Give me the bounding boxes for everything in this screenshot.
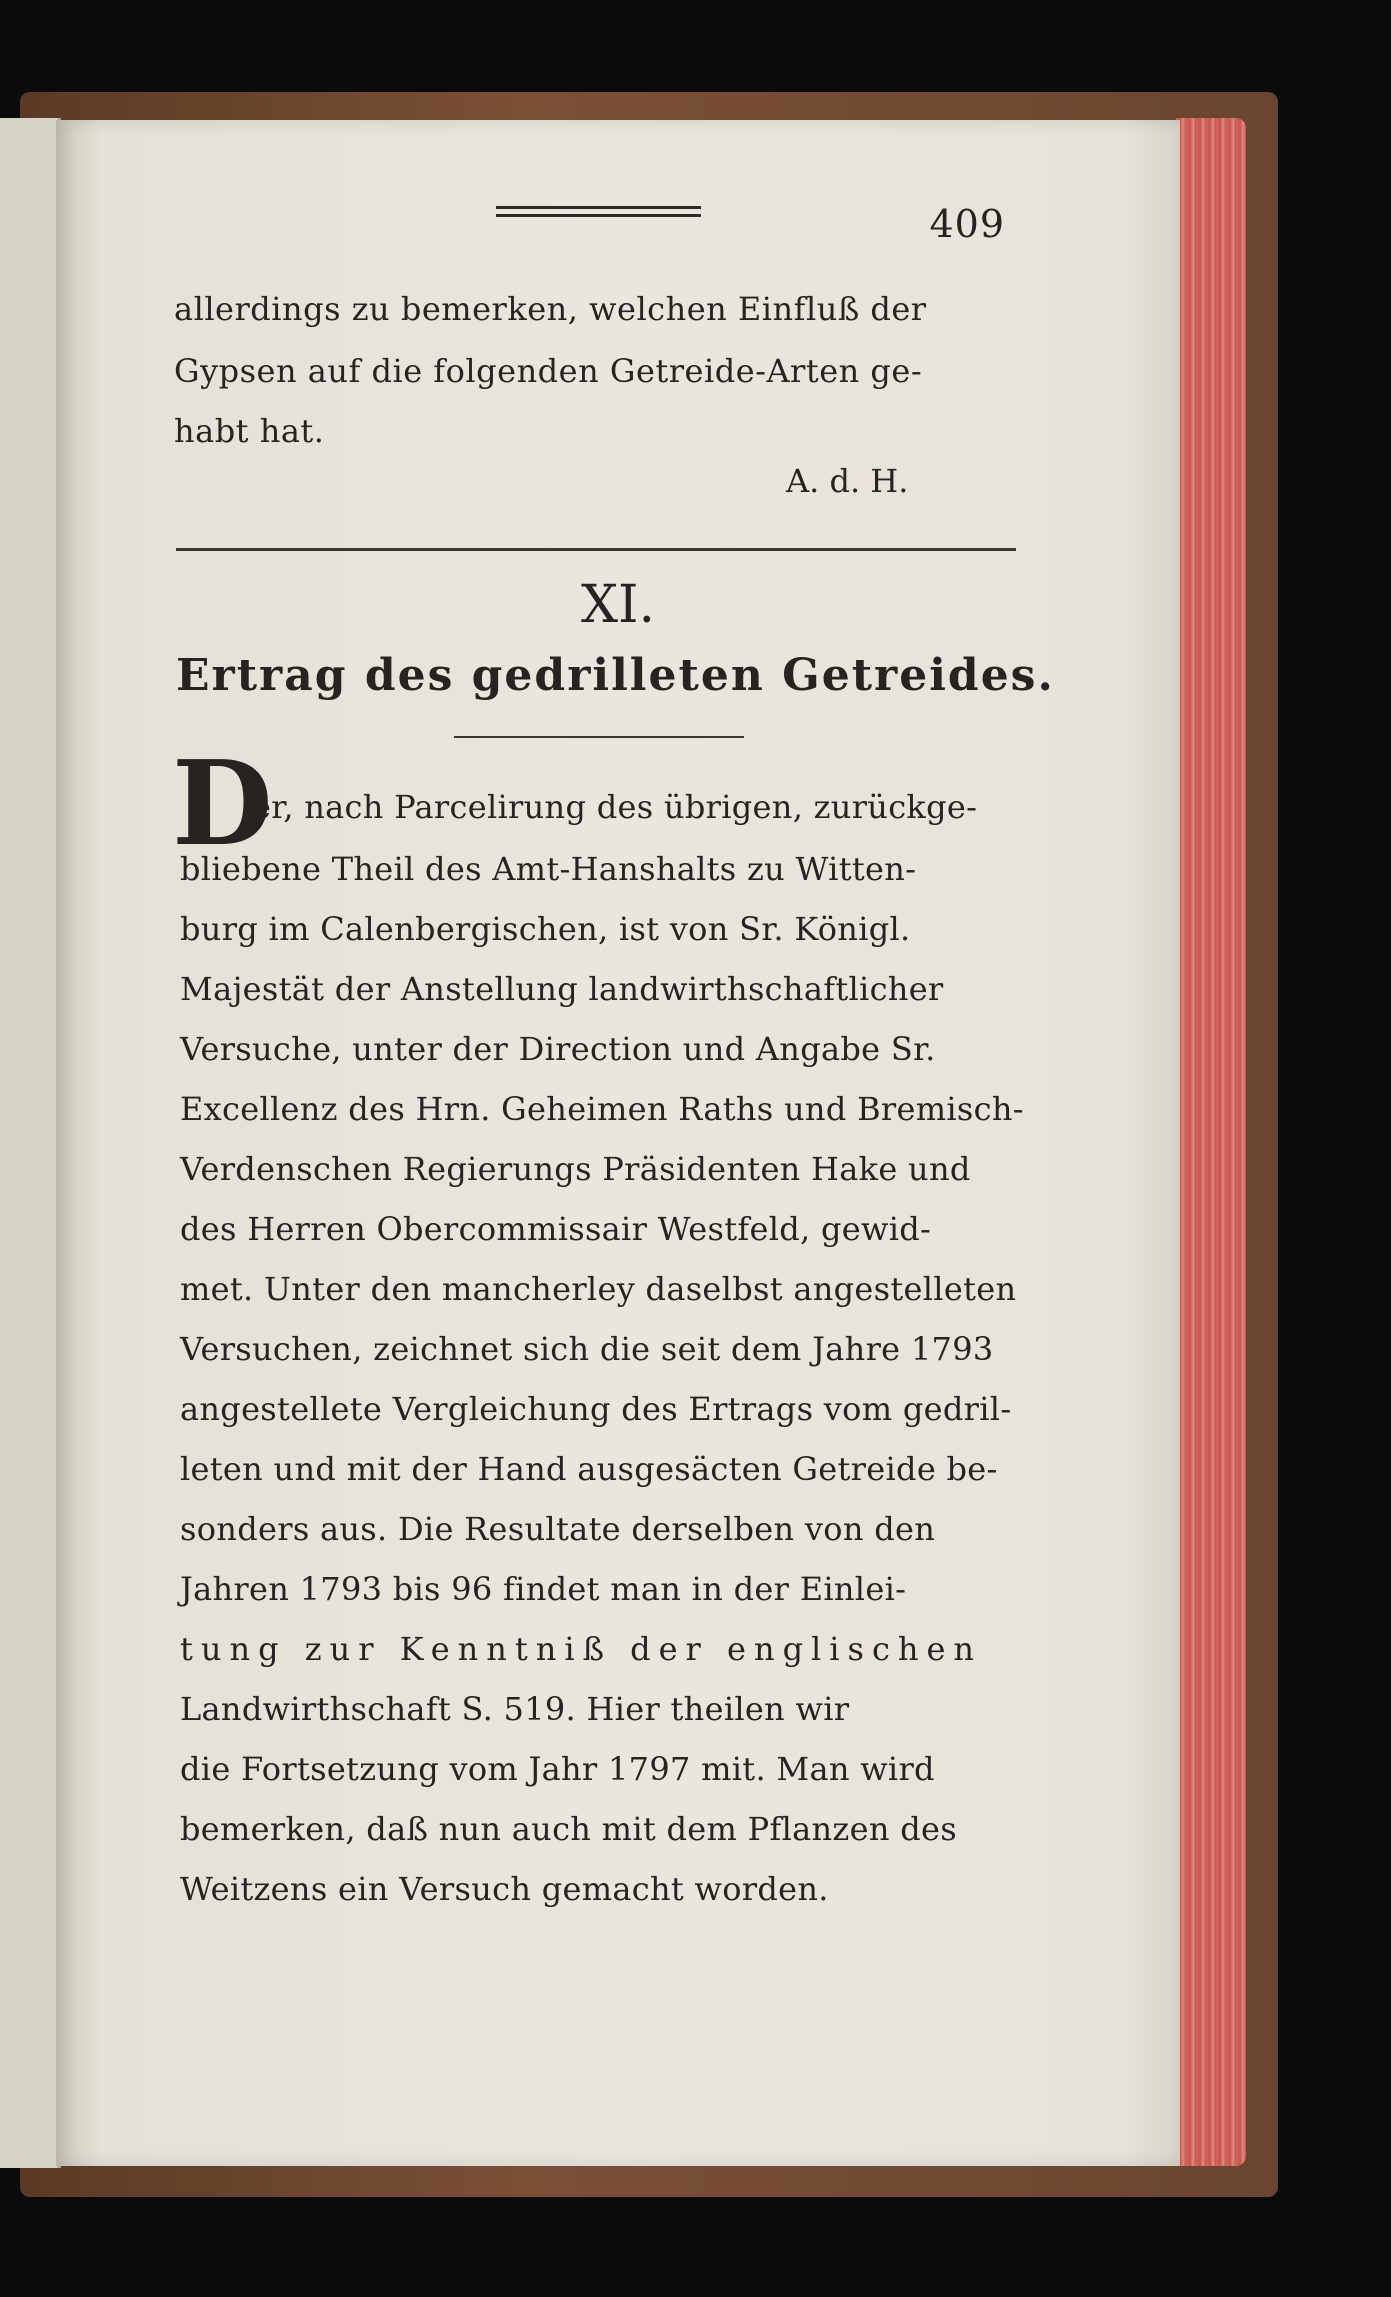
section-title: Ertrag des gedrilleten Getreides. — [176, 650, 1055, 701]
body-line-19: Weitzens ein Versuch gemacht worden. — [180, 1870, 829, 1908]
body-line-12: leten und mit der Hand ausgesäcten Getreide be- — [180, 1450, 998, 1488]
previous-page-edge — [0, 118, 61, 2168]
continuation-line-2: Gypsen auf die folgenden Getreide-Arten ge- — [174, 352, 923, 390]
body-line-11: angestellete Vergleichung des Ertrags vom gedril- — [180, 1390, 1012, 1428]
editor-signature: A. d. H. — [786, 462, 909, 500]
body-line-13: sonders aus. Die Resultate derselben von den — [180, 1510, 936, 1548]
section-divider — [176, 548, 1016, 551]
drop-cap: D — [172, 736, 273, 872]
body-line-7: Verdenschen Regierungs Präsidenten Hake und — [180, 1150, 971, 1188]
body-line-9: met. Unter den mancherley daselbst angestelleten — [180, 1270, 1017, 1308]
body-line-14: Jahren 1793 bis 96 findet man in der Einlei- — [180, 1570, 907, 1608]
section-number: XI. — [580, 575, 656, 635]
body-line-4: Majestät der Anstellung landwirthschaftlicher — [180, 970, 944, 1008]
body-line-8: des Herren Obercommissair Westfeld, gewid- — [180, 1210, 932, 1248]
continuation-line-1: allerdings zu bemerken, welchen Einfluß der — [174, 290, 927, 328]
body-line-6: Excellenz des Hrn. Geheimen Raths und Bremisch- — [180, 1090, 1024, 1128]
body-line-15: tung zur Kenntniß der englischen — [180, 1630, 983, 1668]
title-underline — [454, 736, 744, 738]
book-page — [56, 120, 1180, 2166]
continuation-line-3: habt hat. — [174, 412, 325, 450]
body-line-1: er, nach Parcelirung des übrigen, zurückge- — [252, 788, 978, 826]
body-line-18: bemerken, daß nun auch mit dem Pflanzen des — [180, 1810, 957, 1848]
body-line-3: burg im Calenbergischen, ist von Sr. Königl. — [180, 910, 911, 948]
body-line-16: Landwirthschaft S. 519. Hier theilen wir — [180, 1690, 850, 1728]
header-rule — [496, 206, 701, 217]
body-line-2: bliebene Theil des Amt-Hanshalts zu Witten- — [180, 850, 917, 888]
red-page-edge — [1176, 118, 1246, 2166]
body-line-17: die Fortsetzung vom Jahr 1797 mit. Man wird — [180, 1750, 935, 1788]
body-line-10: Versuchen, zeichnet sich die seit dem Jahre 1793 — [180, 1330, 994, 1368]
body-line-5: Versuche, unter der Direction und Angabe Sr. — [180, 1030, 936, 1068]
page-number: 409 — [929, 202, 1005, 246]
